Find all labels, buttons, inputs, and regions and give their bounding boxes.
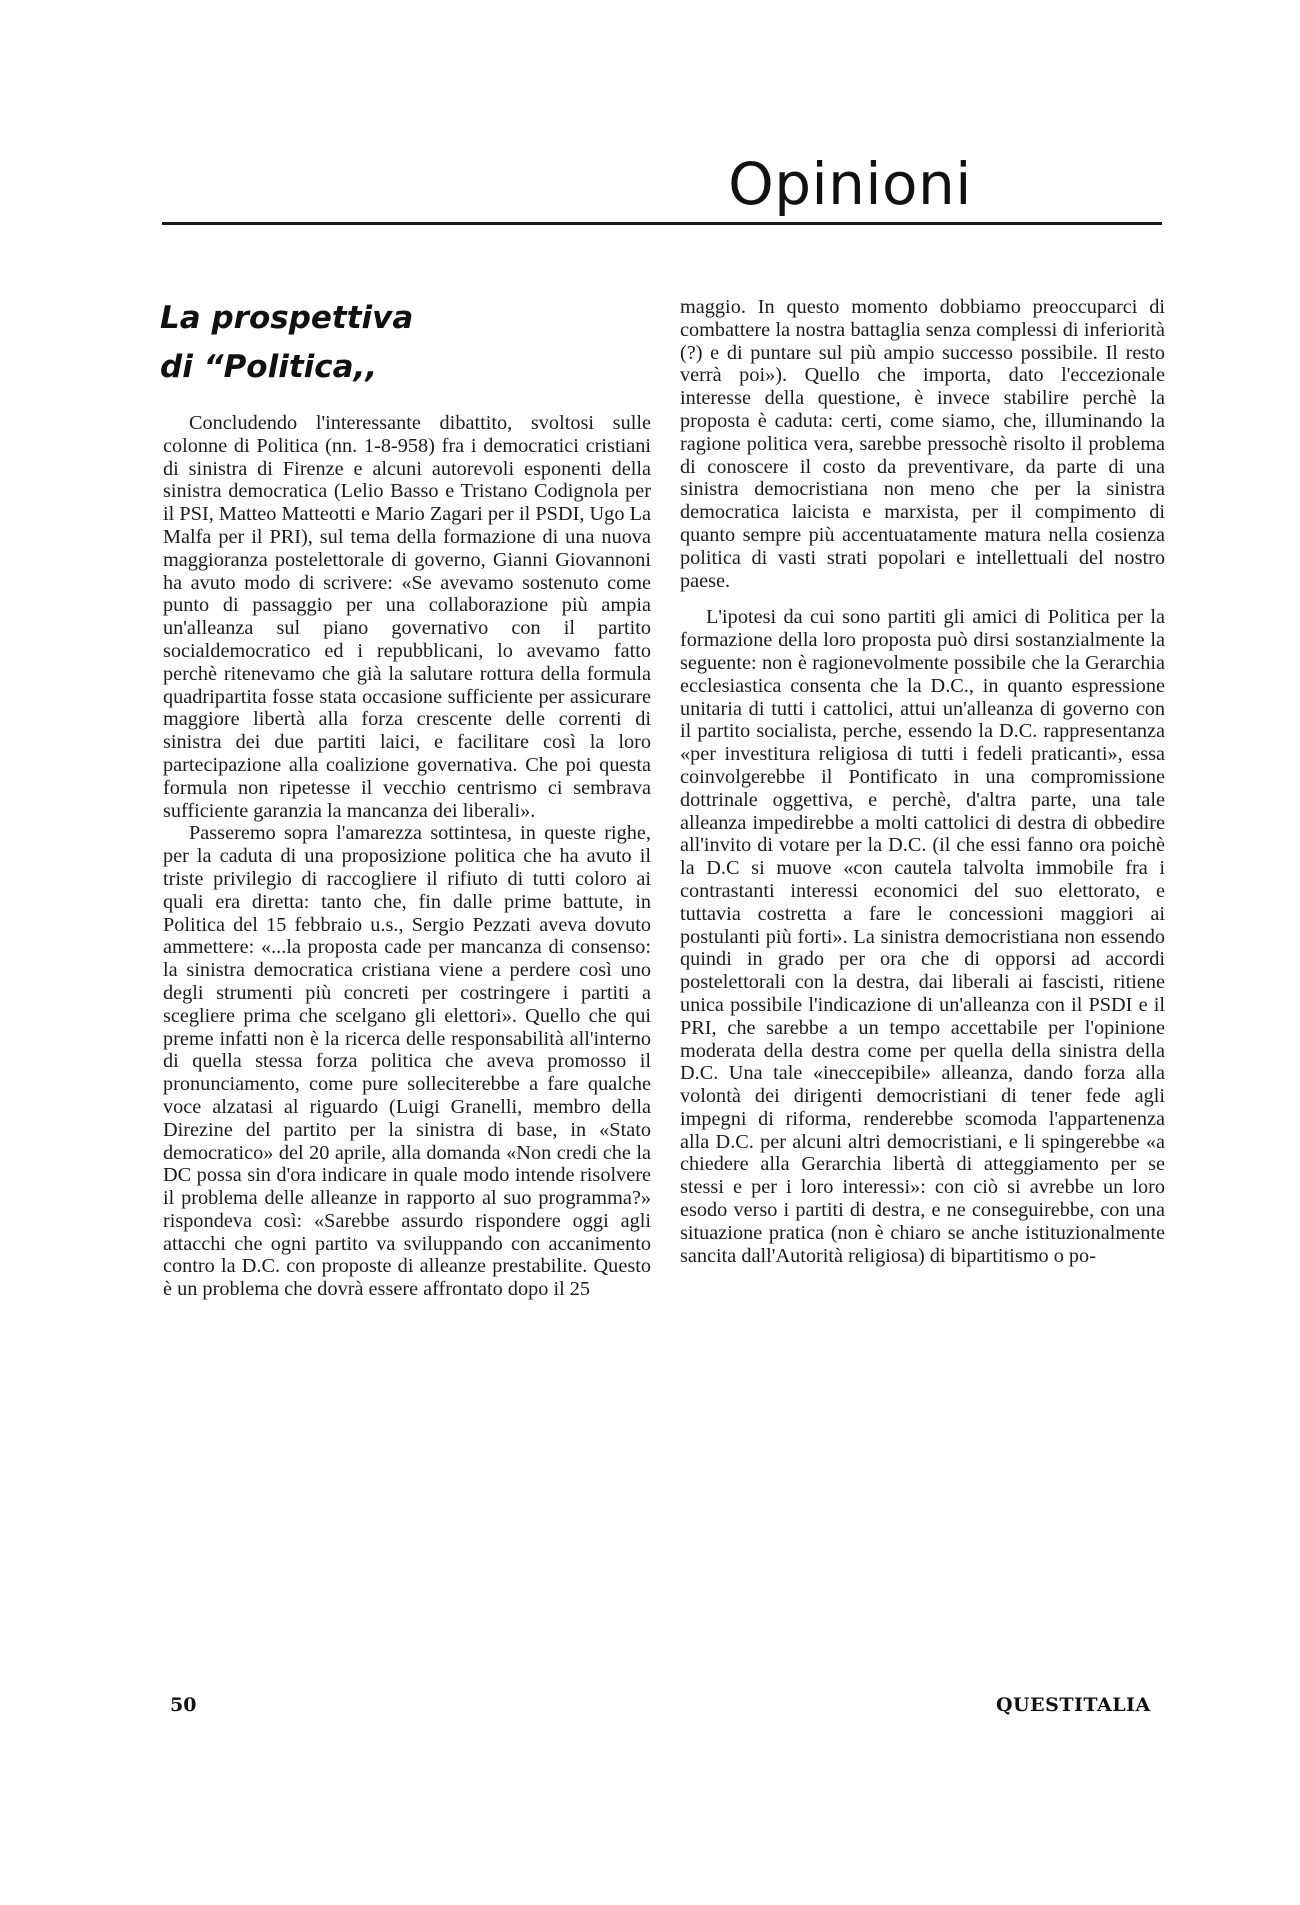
article-title-line-1: La prospettiva [160, 300, 414, 336]
right-column [680, 296, 1165, 1267]
title-rule [162, 222, 1162, 225]
paragraph: Concludendo l'interessante dibattito, svoltosi sulle colonne di Politica (nn. 1-8-958) fra i democratici cristiani di sinistra di Firenze e alcuni autorevoli esponenti della sinistra democratica (Lelio Basso e Tristano Codignola per il PSI, Matteo Matteotti e Mario Zagari per il PSDI, Ugo La Malfa per il PRI), sul tema della formazione di una nuova maggioranza postelettorale di governo, Gianni Giovannoni ha avuto modo di scrivere: «Se avevamo sostenuto come punto di passaggio per una collaborazione più ampia un'alleanza sul piano governativo con il partito socialdemocratico ed i repubblicani, lo avevamo fatto perchè ritenevamo che già la salutare rottura della formula quadripartita fosse stata occasione sufficiente per assicurare maggiore libertà alla forza crescente delle correnti di sinistra dei due partiti laici, e facilitare così la loro partecipazione alla coalizione governativa. Che poi questa formula non ripetesse il vecchio centrismo ci sembrava sufficiente garanzia la mancanza dei liberali». [163, 412, 651, 822]
magazine-name: QUESTITALIA [996, 1694, 1151, 1716]
paragraph: L'ipotesi da cui sono partiti gli amici di Politica per la formazione della loro proposta può dirsi sostanzialmente la seguente: non è ragionevolmente possibile che la Gerarchia ecclesiastica consenta che la D.C., in quanto espressione unitaria di tutti i cattolici, attui un'alleanza di governo con il partito socialista, perche, essendo la D.C. rappresentanza «per investitura religiosa di tutti i fedeli praticanti», essa coinvolgerebbe il Pontificato in una compromissione dottrinale oggettiva, e perchè, d'altra parte, una tale alleanza impedirebbe a molti cattolici di destra di obbedire all'invito di votare per la D.C. (il che essi fanno ora poichè la D.C si muove «con cautela talvolta immobile fra i contrastanti interessi economici del suo elettorato, e tuttavia costretta a fare le concessioni maggiori ai postulanti più forti». La sinistra democristiana non essendo quindi in grado per ora che di opporsi ad accordi postelettorali con la destra, dai liberali ai fascisti, ritiene unica possibile l'indicazione di un'alleanza con il PSDI e il PRI, che sarebbe a un tempo accettabile per l'opinione moderata della destra come per quella della sinistra della D.C. Una tale «ineccepibile» alleanza, dando forza alla volontà dei dirigenti democristiani di tener fede agli impegni di riforma, renderebbe scomoda l'appartenenza alla D.C. per alcuni altri democristiani, e li spingerebbe «a chiedere alla Gerarchia libertà di atteggiamento per se stessi e per i loro interessi»: con ciò si avrebbe un loro esodo verso i partiti di destra, e ne conseguirebbe, con una situazione pratica (non è chiaro se anche istituzionalmente sancita dall'Autorità religiosa) di bipartitismo o po- [680, 606, 1165, 1267]
article-title [160, 294, 680, 392]
paragraph: maggio. In questo momento dobbiamo preoccuparci di combattere la nostra battaglia senza complessi di inferiorità (?) e di puntare sul più ampio successo possibile. Il resto verrà poi»). Quello che importa, dato l'eccezionale interesse della questione, è invece stabilire perchè la proposta è caduta: certi, come siamo, che, illuminando la ragione politica vera, sarebbe pressochè risolto il problema di conoscere il costo da preventivare, da parte di una sinistra democristiana non meno che per la sinistra democratica laicista e marxista, per il compimento di quanto sempre più accentuatamente matura nella cosienza politica di vasti strati popolari e intellettuali del nostro paese. [680, 296, 1165, 592]
section-title: Opinioni [728, 150, 972, 218]
article-title-line-2: di “Politica,, [160, 349, 378, 385]
page-number: 50 [170, 1694, 197, 1716]
left-column [163, 412, 651, 1301]
paragraph: Passeremo sopra l'amarezza sottintesa, in queste righe, per la caduta di una proposizione politica che ha avuto il triste privilegio di raccogliere il rifiuto di tutti coloro ai quali era diretta: tanto che, fin dalle prime battute, in Politica del 15 febbraio u.s., Sergio Pezzati aveva dovuto ammettere: «...la proposta cade per mancanza di consenso: la sinistra democratica cristiana viene a perdere così uno degli strumenti più concreti per costringere i partiti a scegliere prima che scelgano gli elettori». Quello che qui preme infatti non è la ricerca delle responsabilità all'interno di quella stessa forza politica che aveva promosso il pronunciamento, come pure solleciterebbe a fare qualche voce alzatasi al riguardo (Luigi Granelli, membro della Direzine del partito per la sinistra di base, in «Stato democratico» del 20 aprile, alla domanda «Non credi che la DC possa sin d'ora indicare in quale modo intende risolvere il problema delle alleanze in rapporto al suo programma?» rispondeva così: «Sarebbe assurdo rispondere oggi agli attacchi che ogni partito va sviluppando con accanimento contro la D.C. con proposte di alleanze prestabilite. Questo è un problema che dovrà essere affrontato dopo il 25 [163, 822, 651, 1301]
